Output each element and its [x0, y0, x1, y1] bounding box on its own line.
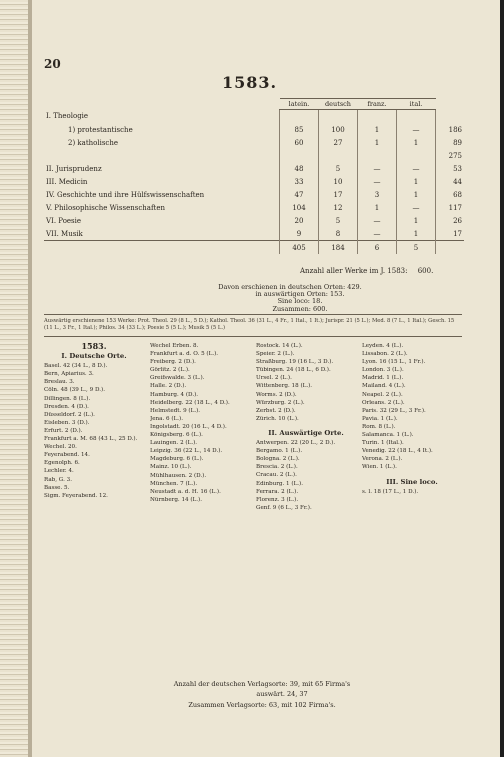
statistics-cell-franz: 3	[358, 188, 397, 201]
statistics-cell-total	[436, 110, 465, 124]
book-page	[32, 0, 500, 757]
column-1	[44, 342, 144, 500]
statistics-cell-label: VI. Poesie	[46, 216, 82, 225]
statistics-cell-label: III. Medicin	[46, 177, 88, 186]
statistics-cell-label: 1) protestantische	[68, 125, 133, 134]
place-entry: Heidelberg. 22 (18 L., 4 D.).	[150, 399, 230, 406]
footer-line-1: Anzahl der deutschen Verlagsorte: 39, mit 65 Firma's	[173, 680, 351, 688]
place-entry: Lechler. 4.	[44, 468, 74, 475]
place-entry: Düsseldorf. 2 (L.).	[44, 411, 95, 418]
section-heading-deutsche-orte: I. Deutsche Orte.	[61, 352, 127, 361]
statistics-cell-label: I. Theologie	[46, 112, 89, 121]
place-entry: Egenolph. 6.	[44, 460, 80, 467]
statistics-row	[44, 162, 464, 175]
statistics-cell-latein: 104	[280, 201, 319, 214]
place-entry: Mühlhausen. 2 (D.).	[150, 472, 207, 479]
header-total	[436, 99, 465, 110]
place-entry: Breslau. 3.	[44, 379, 75, 386]
divider-top	[44, 314, 462, 315]
place-entry: Frankfurt a. M. 68 (43 L., 25 D.).	[44, 436, 138, 443]
statistics-cell-ital: —	[397, 162, 436, 175]
statistics-table	[44, 98, 464, 254]
place-entry: Feyerabend. 14.	[44, 452, 90, 459]
statistics-cell-label: II. Jurisprudenz	[46, 164, 102, 173]
place-entry: Cöln. 48 (39 L., 9 D.).	[44, 387, 105, 394]
statistics-sum-deutsch: 184	[319, 241, 358, 255]
summary-note-1: Davon erschienen in deutschen Orten: 429.	[218, 283, 362, 291]
place-entry: Edinburg. 1 (L.).	[256, 480, 304, 487]
place-entry: Erfurt. 2 (D.).	[44, 427, 83, 434]
summary-note-2: in auswärtigen Orten: 153.	[255, 290, 345, 298]
column-4-entries-2	[362, 488, 462, 496]
statistics-cell-label: V. Philosophische Wissenschaften	[46, 203, 166, 212]
statistics-cell-deutsch: 10	[319, 175, 358, 188]
total-works-value: 600.	[417, 267, 434, 275]
summary-note-3: Sine loco: 18.	[277, 297, 323, 305]
statistics-cell-deutsch: 100	[319, 123, 358, 136]
statistics-row	[44, 110, 464, 124]
place-entry: Orleans. 2 (L.).	[362, 399, 405, 406]
statistics-sum-latein: 405	[280, 241, 319, 255]
statistics-cell-deutsch	[319, 110, 358, 124]
statistics-cell-latein: 85	[280, 123, 319, 136]
place-entry: München. 7 (L.).	[150, 480, 198, 487]
place-entry: Zerbst. 2 (D.).	[256, 407, 296, 414]
statistics-cell-franz: 1	[358, 201, 397, 214]
place-entry: Speier. 2 (L.).	[256, 351, 295, 358]
statistics-cell-ital	[397, 110, 436, 124]
place-entry: Wechel. 20.	[44, 444, 77, 451]
statistics-cell-ital: —	[397, 123, 436, 136]
statistics-cell-ital: 1	[397, 188, 436, 201]
statistics-cell-total: 26	[436, 214, 465, 227]
place-entry: Lauingen. 2 (L.).	[150, 440, 198, 447]
statistics-cell-latein	[280, 110, 319, 124]
place-entry: Venedig. 22 (18 L., 4 It.).	[362, 448, 433, 455]
statistics-cell-latein: 47	[280, 188, 319, 201]
place-entry: Cracau. 2 (L.).	[256, 472, 297, 479]
place-entry: Rostock. 14 (L.).	[256, 343, 303, 349]
place-entry: Königsberg. 6 (L.).	[150, 432, 203, 439]
place-entry: Görlitz. 2 (L.).	[150, 367, 190, 374]
place-entry: Greifswalde. 3 (L.).	[150, 375, 205, 382]
statistics-cell-ital: 1	[397, 136, 436, 149]
statistics-cell-franz: —	[358, 175, 397, 188]
place-entry: Wittenberg. 18 (L.).	[256, 383, 313, 390]
statistics-cell-franz: —	[358, 227, 397, 241]
statistics-cell-latein	[280, 149, 319, 162]
place-entry: Lissabon. 2 (L.).	[362, 351, 408, 358]
page-number: 20	[44, 57, 61, 71]
header-latein: latein.	[280, 99, 319, 110]
statistics-cell-total: 44	[436, 175, 465, 188]
section-heading-sine-loco: III. Sine loco.	[386, 477, 438, 486]
header-franz: franz.	[358, 99, 397, 110]
place-entry: Genf. 9 (6 L., 3 Fr.).	[256, 504, 312, 511]
section-heading-auswaertige-orte: II. Auswärtige Orte.	[268, 428, 344, 437]
place-entry: Turin. 1 (Ital.).	[362, 440, 404, 447]
statistics-cell-total: 17	[436, 227, 465, 241]
column-3	[256, 342, 356, 512]
column-4-entries	[362, 342, 462, 472]
column-4	[362, 342, 462, 496]
header-ital: ital.	[397, 99, 436, 110]
statistics-cell-deutsch: 27	[319, 136, 358, 149]
header-blank	[44, 99, 280, 110]
place-entry: Bologna. 2 (L.).	[256, 456, 300, 463]
footer-line-3: Zusammen Verlagsorte: 63, mit 102 Firma's.	[188, 701, 336, 709]
place-entry: Neapel. 2 (L.).	[362, 391, 403, 398]
statistics-cell-label: VII. Musik	[46, 229, 83, 238]
place-entry: Hamburg. 4 (D.).	[150, 391, 199, 398]
statistics-cell-franz: —	[358, 214, 397, 227]
statistics-header-row	[44, 99, 464, 110]
statistics-cell-deutsch: 5	[319, 214, 358, 227]
divider-bottom	[44, 336, 462, 337]
header-deutsch: deutsch	[319, 99, 358, 110]
place-entry: Rom. 8 (L.).	[362, 423, 396, 430]
statistics-cell-latein: 33	[280, 175, 319, 188]
statistics-cell-deutsch: 8	[319, 227, 358, 241]
statistics-row	[44, 227, 464, 241]
place-entry: Tübingen. 24 (18 L., 6 D.).	[256, 367, 331, 374]
column-year-heading: 1583.	[81, 341, 107, 351]
statistics-cell-franz	[358, 110, 397, 124]
place-entry: Worms. 2 (D.).	[256, 391, 297, 398]
place-entry: Rab, G. 3.	[44, 476, 72, 483]
place-entry: Bergamo. 1 (L.).	[256, 448, 303, 455]
place-entry: Nürnberg. 14 (L.).	[150, 496, 203, 503]
statistics-sum-total	[436, 241, 465, 255]
place-entry: Verona. 2 (L.).	[362, 456, 403, 463]
total-works-line	[300, 267, 433, 275]
statistics-cell-ital	[397, 149, 436, 162]
statistics-cell-franz: 1	[358, 123, 397, 136]
statistics-row	[44, 123, 464, 136]
place-entry: Pavia. 1 (L.).	[362, 415, 398, 422]
column-1-entries	[44, 362, 144, 500]
statistics-cell-label: IV. Geschichte und ihre Hülfswissenschaften	[46, 190, 205, 199]
statistics-cell-latein: 9	[280, 227, 319, 241]
place-entry: Zürich. 10 (L.).	[256, 415, 299, 422]
place-entry: Mailand. 4 (L.).	[362, 383, 406, 390]
statistics-cell-ital: —	[397, 201, 436, 214]
statistics-cell-label: 2) katholische	[68, 138, 119, 147]
foreign-works-detail: Auswärtig erschienene 153 Werke: Prot. Theol. 29 (8 L., 5 D.); Kathol. Theol. 36 (31 L., 4 Fr., 1 Ital., 1 It.); Jurispr. 21 (5 L.); Med. 8 (7 L., 1 Ital.); Gesch. 15 (11 L., 3 Fr., 1 Ital.); Philos. 34 (33 L.); Poesie 5 (5 L.); Musik 5 (5 L.)	[44, 318, 455, 331]
footer-line-2: auswärt. 24, 37	[256, 690, 308, 698]
statistics-cell-ital: 1	[397, 175, 436, 188]
statistics-sum-label	[44, 241, 280, 255]
place-entry: Madrid. 1 (L.).	[362, 375, 404, 382]
statistics-cell-franz	[358, 149, 397, 162]
column-3-entries-2	[256, 439, 356, 512]
place-entry: Neustadt a. d. H. 16 (L.).	[150, 488, 221, 495]
place-entry: Ursel. 2 (L.).	[256, 375, 292, 382]
statistics-row	[44, 136, 464, 149]
statistics-row	[44, 201, 464, 214]
statistics-row	[44, 214, 464, 227]
place-entry: Brescia. 2 (L.).	[256, 464, 298, 471]
place-entry: Leyden. 4 (L.).	[362, 343, 404, 349]
place-entry: Dresden. 4 (D.).	[44, 403, 89, 410]
place-entry: Wien. 1 (L.).	[362, 464, 397, 471]
statistics-sum-ital: 5	[397, 241, 436, 255]
place-entry: Lyon. 16 (15 L., 1 Fr.).	[362, 359, 426, 366]
summary-note-4: Zusammen: 600.	[272, 305, 328, 313]
statistics-sum-row	[44, 241, 464, 255]
statistics-row	[44, 149, 464, 162]
place-entry: Basel. 42 (34 L., 8 D.).	[44, 363, 108, 370]
statistics-cell-ital: 1	[397, 214, 436, 227]
place-entry: Sigm. Feyerabend. 12.	[44, 492, 108, 499]
place-entry: Ferrara. 2 (L.).	[256, 488, 299, 495]
statistics-cell-deutsch: 12	[319, 201, 358, 214]
place-entry: Würzburg. 2 (L.).	[256, 399, 305, 406]
place-entry: s. l. 18 (17 L., 1 D.).	[362, 488, 419, 495]
statistics-cell-deutsch: 17	[319, 188, 358, 201]
statistics-row	[44, 188, 464, 201]
page-title: 1583.	[222, 73, 278, 92]
statistics-cell-total: 186	[436, 123, 465, 136]
statistics-row	[44, 175, 464, 188]
statistics-cell-latein: 48	[280, 162, 319, 175]
place-entry: Dillingen. 8 (L.).	[44, 395, 91, 402]
statistics-cell-label	[44, 149, 280, 162]
place-entry: Antwerpen. 22 (20 L., 2 D.).	[256, 440, 336, 447]
place-entry: Paris. 32 (29 L., 3 Fr.).	[362, 407, 426, 414]
statistics-cell-deutsch	[319, 149, 358, 162]
statistics-cell-deutsch: 5	[319, 162, 358, 175]
place-entry: Leipzig. 36 (22 L., 14 D.).	[150, 448, 223, 455]
place-entry: Eisleben. 3 (D.).	[44, 419, 90, 426]
statistics-cell-total: 117	[436, 201, 465, 214]
place-entry: Florenz. 3 (L.).	[256, 496, 299, 503]
place-entry: London. 3 (L.).	[362, 367, 404, 374]
statistics-cell-total: 89	[436, 136, 465, 149]
page-edge-shadow	[500, 0, 504, 757]
place-entry: Freiberg. 2 (D.).	[150, 359, 196, 366]
place-entry: Mainz. 10 (L.).	[150, 464, 192, 471]
place-entry: Salamanca. 1 (L.).	[362, 432, 414, 439]
place-entry: Jena. 6 (L.).	[150, 415, 184, 422]
statistics-cell-latein: 20	[280, 214, 319, 227]
statistics-cell-franz: —	[358, 162, 397, 175]
place-entry: Bern, Apiarius. 3.	[44, 371, 94, 378]
place-entry: Frankfurt a. d. O. 5 (L.).	[150, 351, 219, 358]
total-works-label: Anzahl aller Werke im J. 1583:	[300, 267, 408, 275]
place-entry: Basse. 5.	[44, 484, 70, 491]
place-entry: Helmstedt. 9 (L.).	[150, 407, 201, 414]
place-entry: Ingolstadt. 20 (16 L., 4 D.).	[150, 423, 227, 430]
place-entry: Halle. 2 (D.).	[150, 383, 187, 390]
place-entry: Magdeburg. 6 (L.).	[150, 456, 204, 463]
column-2-entries	[150, 342, 250, 504]
statistics-cell-franz: 1	[358, 136, 397, 149]
statistics-cell-latein: 60	[280, 136, 319, 149]
statistics-cell-total: 53	[436, 162, 465, 175]
column-2	[150, 342, 250, 504]
place-entry: Wechel Erben. 8.	[150, 343, 199, 349]
column-3-entries	[256, 342, 356, 423]
statistics-cell-total: 68	[436, 188, 465, 201]
statistics-cell-ital: 1	[397, 227, 436, 241]
place-entry: Straßburg. 19 (16 L., 3 D.).	[256, 359, 334, 366]
statistics-cell-total: 275	[436, 149, 465, 162]
statistics-sum-franz: 6	[358, 241, 397, 255]
